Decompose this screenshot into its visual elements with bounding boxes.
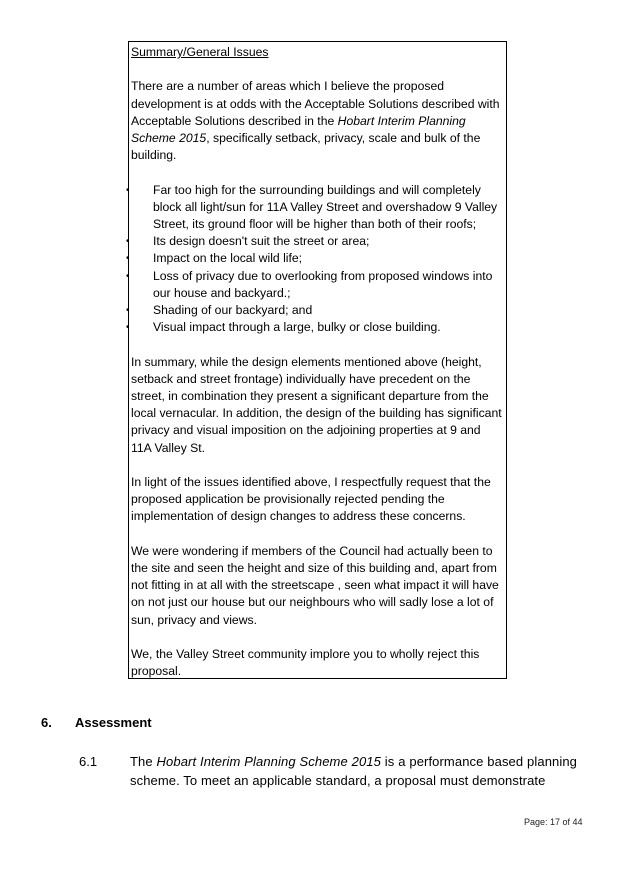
bullet-icon: • [126,253,130,265]
issues-list [126,182,504,337]
list-item: • Far too high for the surrounding buildings and will completely block all light/sun for 11A Valley Street and overshadow 9 Valley Street, its ground floor will be higher than both of their roofs; [126,182,498,231]
section-title: Assessment [75,715,152,730]
list-item: • Shading of our backyard; and [131,302,504,319]
intro-paragraph: There are a number of areas which I believe the proposed development is at odds with the Acceptable Solutions described with Acceptable Solutions described in the Hobart Interim Planning Scheme 2015, specifically setback, privacy, scale and bulk of the building. [131,79,500,163]
list-item: • Loss of privacy due to overlooking from proposed windows into our house and backyard.; [126,268,493,300]
list-item: • Visual impact through a large, bulky or close building. [131,319,504,336]
submission-content [126,44,504,680]
summary-heading: Summary/General Issues [131,45,269,59]
section-number: 6. [41,715,52,730]
council-question-paragraph: We were wondering if members of the Council had actually been to the site and seen the height and size of this building and, apart from not fitting in at all with the streetscape , seen what impact it will have on not just our house but our neighbours who will sadly lose a lot of sun, privacy and views. [131,543,499,627]
bullet-icon: • [126,322,130,334]
bullet-icon: • [126,236,130,248]
closing-paragraph: We, the Valley Street community implore you to wholly reject this proposal. [131,647,480,679]
summary-paragraph: In summary, while the design elements mentioned above (height, setback and street frontage) individually have precedent on the street, in combination they present a significant departure from the local vernacular. In addition, the design of the building has significant privacy and visual imposition on the adjoining properties at 9 and 11A Valley St. [131,354,502,455]
section-heading [41,715,152,730]
page-number: Page: 17 of 44 [524,817,583,827]
bullet-icon: • [126,305,130,317]
subsection-text: The Hobart Interim Planning Scheme 2015 is a performance based planning scheme. To meet an applicable standard, a proposal must demonstrate [130,754,578,788]
subsection-number: 6.1 [79,754,98,769]
bullet-icon: • [126,184,130,196]
list-item: • Impact on the local wild life; [131,250,504,267]
submission-box [128,41,507,679]
list-item: • Its design doesn't suit the street or area; [131,233,504,250]
request-paragraph: In light of the issues identified above, I respectfully request that the proposed application be provisionally rejected pending the implementation of design changes to address these concerns. [131,475,491,524]
bullet-icon: • [126,270,130,282]
